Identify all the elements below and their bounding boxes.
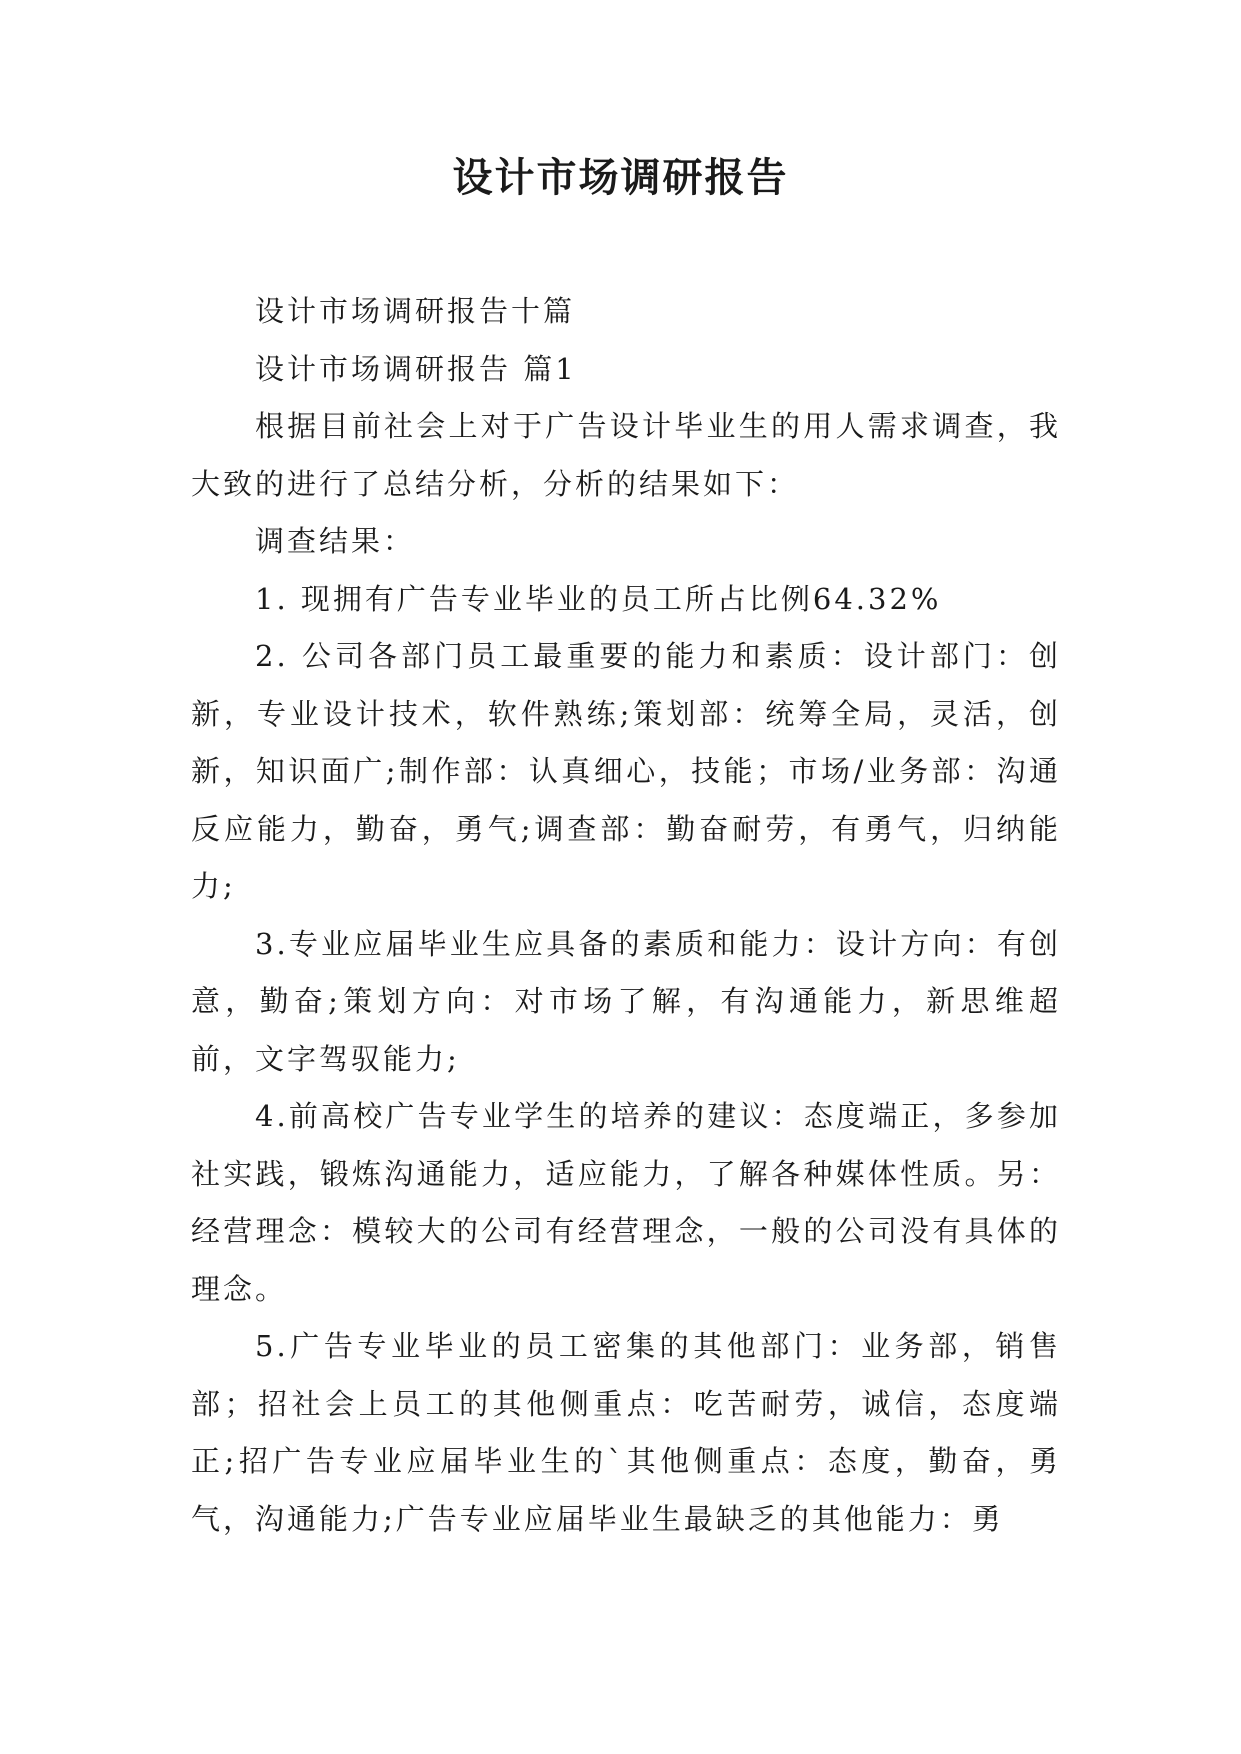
document-body [191, 283, 1061, 1548]
result-item-1: 1. 现拥有广告专业毕业的员工所占比例64.32% [255, 581, 942, 616]
subtitle-line: 设计市场调研报告十篇 [255, 294, 576, 328]
result-item-3: 3.专业应届毕业生应具备的素质和能力：设计方向：有创意，勤奋;策划方向：对市场了解，有沟通能力，新思维超前，文字驾驭能力; [191, 926, 1061, 1076]
intro-paragraph: 根据目前社会上对于广告设计毕业生的用人需求调查，我大致的进行了总结分析，分析的结果如下： [191, 409, 1061, 501]
result-item-5: 5.广告专业毕业的员工密集的其他部门：业务部，销售部；招社会上员工的其他侧重点：吃苦耐劳，诚信，态度端正;招广告专业应届毕业生的`其他侧重点：态度，勤奋，勇气，沟通能力;广告专业应届毕业生最缺乏的其他能力：勇 [191, 1329, 1061, 1536]
document-title: 设计市场调研报告 [452, 154, 789, 201]
results-heading: 调查结果： [255, 524, 416, 558]
result-item-4: 4.前高校广告专业学生的培养的建议：态度端正，多参加社实践，锻炼沟通能力，适应能力，了解各种媒体性质。另： 经营理念：模较大的公司有经营理念，一般的公司没有具体的理念。 [191, 1099, 1061, 1306]
section-heading: 设计市场调研报告 篇1 [255, 351, 577, 386]
result-item-2: 2. 公司各部门员工最重要的能力和素质：设计部门：创新，专业设计技术，软件熟练;策划部：统筹全局，灵活，创新，知识面广;制作部：认真细心，技能；市场/业务部：沟通反应能力，勤奋，勇气;调查部：勤奋耐劳，有勇气，归纳能力; [191, 639, 1061, 903]
